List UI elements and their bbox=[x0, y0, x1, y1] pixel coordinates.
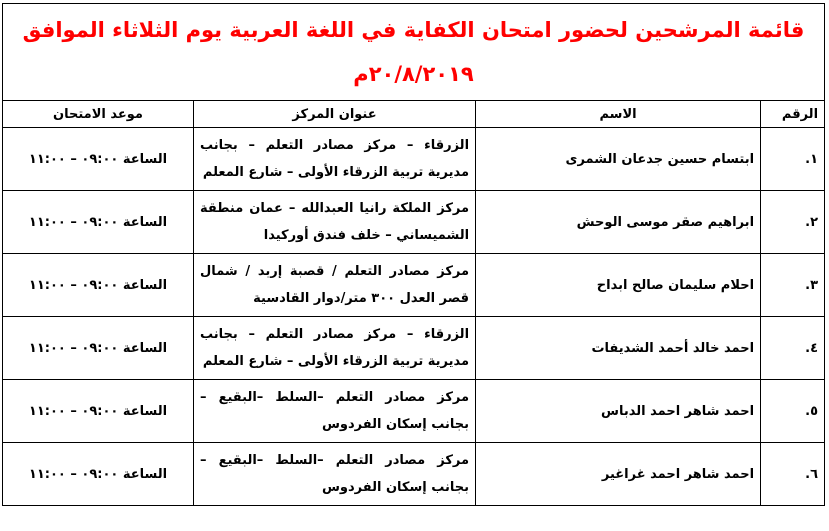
header-row bbox=[3, 101, 825, 128]
candidate-name: ابراهيم صقر موسى الوحش bbox=[476, 191, 761, 254]
header-address: عنوان المركز bbox=[194, 101, 476, 128]
exam-time: الساعة ٠٩:٠٠ – ١١:٠٠ bbox=[3, 317, 194, 380]
center-address: مركز مصادر التعلم –السلط –البقيع –بجانب إسكان الفردوس bbox=[194, 443, 476, 506]
title-line-1: قائمة المرشحين لحضور امتحان الكفاية في اللغة العربية يوم الثلاثاء الموافق bbox=[22, 18, 805, 42]
table-row bbox=[3, 380, 825, 443]
center-address: مركز مصادر التعلم –السلط –البقيع –بجانب إسكان الفردوس bbox=[194, 380, 476, 443]
exam-time: الساعة ٠٩:٠٠ – ١١:٠٠ bbox=[3, 128, 194, 191]
table-row bbox=[3, 443, 825, 506]
exam-time: الساعة ٠٩:٠٠ – ١١:٠٠ bbox=[3, 254, 194, 317]
row-number: ١. bbox=[761, 128, 825, 191]
candidate-name: احمد شاهر احمد غراغير bbox=[476, 443, 761, 506]
exam-time: الساعة ٠٩:٠٠ – ١١:٠٠ bbox=[3, 191, 194, 254]
candidates-table bbox=[2, 3, 825, 506]
center-address: الزرقاء – مركز مصادر التعلم – بجانب مديرية تربية الزرقاء الأولى – شارع المعلم bbox=[194, 317, 476, 380]
table-row bbox=[3, 317, 825, 380]
center-address: مركز الملكة رانيا العبدالله – عمان منطقة الشميساني – خلف فندق أوركيدا bbox=[194, 191, 476, 254]
header-number: الرقم bbox=[761, 101, 825, 128]
header-exam-time: موعد الامتحان bbox=[3, 101, 194, 128]
candidate-name: احمد خالد أحمد الشديفات bbox=[476, 317, 761, 380]
candidate-name: احلام سليمان صالح ابداح bbox=[476, 254, 761, 317]
table-row bbox=[3, 191, 825, 254]
exam-time: الساعة ٠٩:٠٠ – ١١:٠٠ bbox=[3, 380, 194, 443]
row-number: ٢. bbox=[761, 191, 825, 254]
row-number: ٣. bbox=[761, 254, 825, 317]
table-row bbox=[3, 128, 825, 191]
title-line-2: ٢٠/٨/٢٠١٩م bbox=[353, 62, 474, 86]
document-title bbox=[3, 4, 825, 101]
candidate-name: احمد شاهر احمد الدباس bbox=[476, 380, 761, 443]
title-row bbox=[3, 4, 825, 101]
header-name: الاسم bbox=[476, 101, 761, 128]
row-number: ٦. bbox=[761, 443, 825, 506]
center-address: الزرقاء – مركز مصادر التعلم – بجانب مديرية تربية الزرقاء الأولى – شارع المعلم bbox=[194, 128, 476, 191]
exam-time: الساعة ٠٩:٠٠ – ١١:٠٠ bbox=[3, 443, 194, 506]
row-number: ٥. bbox=[761, 380, 825, 443]
row-number: ٤. bbox=[761, 317, 825, 380]
table-row bbox=[3, 254, 825, 317]
center-address: مركز مصادر التعلم / قصبة إربد / شمال قصر العدل ٣٠٠ متر/دوار القادسية bbox=[194, 254, 476, 317]
candidate-name: ابتسام حسين جدعان الشمرى bbox=[476, 128, 761, 191]
